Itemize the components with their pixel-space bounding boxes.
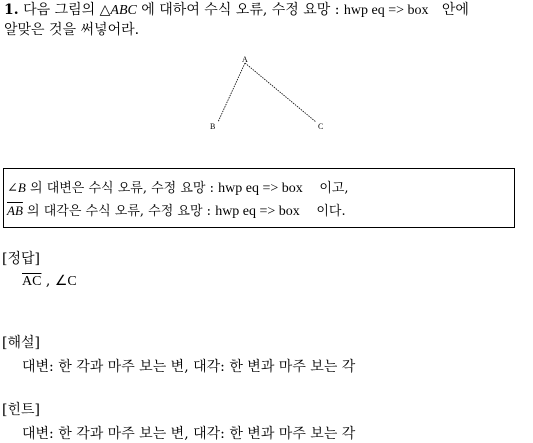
question-line-1 [4,0,469,21]
vertex-label-b: B [210,122,216,131]
answer-body [22,272,77,291]
answer-separator: , [45,273,51,289]
vertex-label-c: C [318,122,324,131]
box-line-2-placeholder: hwp eq => box [215,204,300,219]
explanation-body: 대변: 한 각과 마주 보는 변, 대각: 한 변과 마주 보는 각 [22,359,356,375]
explanation-heading: [해설] [2,335,40,351]
angle-vertex: B [17,180,26,195]
vertex-label-a: A [242,55,248,64]
question-line-2: 알맞은 것을 써넣어라. [4,22,140,38]
triangle-diagram [200,50,340,140]
side-ab [218,63,245,122]
question-text-after-1: 에 대하여 수식 오류, 수정 요망 : [141,2,340,18]
answer-segment: $\overline{AC}$ [22,274,42,289]
angle-symbol: ∠ [7,181,18,196]
question-text-after-2: 안에 [441,2,469,18]
segment-ab: $\overline{AB}$ [7,203,23,218]
question-number: 1. [4,2,19,18]
box-line-1-text-a: 의 대변은 수식 오류, 수정 요망 : [30,181,215,196]
side-ac [245,63,316,122]
answer-angle: ∠C [54,274,77,289]
question-placeholder: hwp eq => box [343,3,429,18]
question-text-before: 다음 그림의 [23,2,96,18]
hint-body: 대변: 한 각과 마주 보는 변, 대각: 한 변과 마주 보는 각 [22,426,356,442]
box-line-1 [7,179,349,198]
triangle-symbol: △ [99,2,111,18]
box-line-1-placeholder: hwp eq => box [218,181,303,196]
answer-heading: [정답] [2,251,40,267]
triangle-name: ABC [110,3,137,18]
hint-heading: [힌트] [2,402,40,418]
box-line-1-text-b: 이고, [319,181,349,196]
box-line-2 [7,202,346,221]
box-line-2-text-a: 의 대각은 수식 오류, 수정 요망 : [27,204,212,219]
box-line-2-text-b: 이다. [316,204,346,219]
